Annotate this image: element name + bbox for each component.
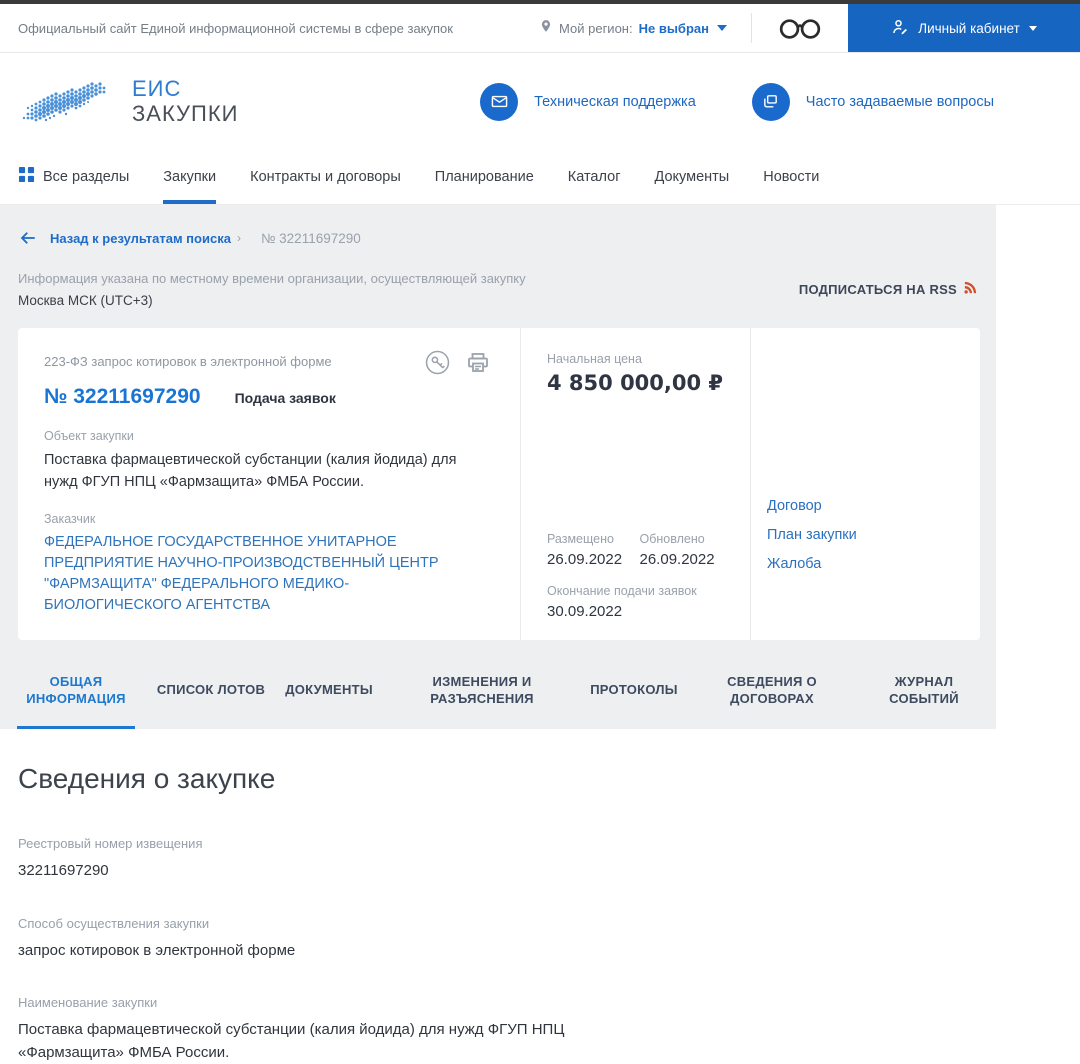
- russia-map-logo-icon: [18, 74, 118, 130]
- detail-label: Наименование закупки: [18, 995, 158, 1011]
- breadcrumb-number: № 32211697290: [260, 230, 361, 246]
- timezone-notice: Информация указана по местному времени организации, осуществляющей закупку: [18, 271, 526, 286]
- nav-item-contracts[interactable]: [250, 150, 401, 204]
- detail-value: запрос котировок в электронной форме: [18, 941, 296, 959]
- eis-logo[interactable]: [18, 74, 238, 130]
- tab-label: ПРОТОКОЛЫ: [590, 682, 678, 698]
- price-label: Начальная цена: [547, 352, 642, 366]
- nav-item-label: Новости: [763, 169, 820, 185]
- nav-item-documents[interactable]: [654, 150, 729, 204]
- object-value: Поставка фармацевтической субстанции (калия йодида) для нужд ФГУП НПЦ «Фармзащита» ФМБА России.: [44, 452, 457, 490]
- account-label: Личный кабинет: [918, 20, 1020, 36]
- nav-item-label: Закупки: [163, 169, 217, 185]
- law-type: 223-ФЗ запрос котировок в электронной форме: [44, 354, 332, 369]
- tech-support-label: Техническая поддержка: [534, 93, 696, 110]
- tab-documents[interactable]: [270, 656, 388, 729]
- tab-general-info[interactable]: [0, 656, 152, 729]
- nav-item-planning[interactable]: [435, 150, 534, 204]
- faq-chat-icon: [752, 83, 790, 121]
- logo-text-eis: ЕИС: [132, 75, 182, 101]
- tab-contract-info[interactable]: [692, 656, 852, 729]
- nav-all-sections-label: Все разделы: [43, 169, 130, 185]
- nav-all-sections[interactable]: [18, 166, 129, 188]
- logo-text-zakupki: ЗАКУПКИ: [132, 100, 239, 126]
- detail-field-name: [18, 995, 1062, 1064]
- main-nav: [0, 150, 1080, 205]
- customer-link[interactable]: ФЕДЕРАЛЬНОЕ ГОСУДАРСТВЕННОЕ УНИТАРНОЕ ПРЕДПРИЯТИЕ НАУЧНО-ПРОИЗВОДСТВЕННЫЙ ЦЕНТР "ФАРМЗАЩИТА" ФЕДЕРАЛЬНОГО МЕДИКО-БИОЛОГИЧЕСКОГО АГЕНТСТВА: [44, 533, 439, 613]
- rss-label: ПОДПИСАТЬСЯ НА RSS: [798, 282, 957, 297]
- faq-label: Часто задаваемые вопросы: [805, 93, 994, 110]
- sections-grid-icon: [18, 166, 35, 188]
- region-label: Мой регион:: [559, 20, 633, 36]
- registry-number-link[interactable]: № 32211697290: [44, 385, 201, 408]
- updated-date: 26.09.2022: [639, 551, 715, 569]
- chevron-down-icon: [717, 25, 727, 31]
- location-pin-icon: [539, 17, 553, 40]
- tab-label: ОБЩАЯ ИНФОРМАЦИЯ: [26, 673, 126, 706]
- updated-label: Обновлено: [639, 532, 705, 547]
- nav-item-label: Документы: [654, 169, 730, 185]
- tab-event-log[interactable]: [852, 656, 996, 729]
- tab-protocols[interactable]: [576, 656, 692, 729]
- region-value[interactable]: Не выбран: [638, 20, 709, 36]
- back-arrow-icon[interactable]: [18, 229, 38, 247]
- nav-item-label: Контракты и договоры: [250, 169, 401, 185]
- rss-icon: [963, 280, 978, 300]
- account-button[interactable]: [848, 4, 1080, 52]
- detail-value: Поставка фармацевтической субстанции (калия йодида) для нужд ФГУП НПЦ «Фармзащита» ФМБА России.: [18, 1021, 565, 1061]
- detail-label: Реестровый номер извещения: [18, 836, 203, 852]
- deadline-label: Окончание подачи заявок: [547, 584, 697, 599]
- complaint-link[interactable]: Жалоба: [767, 556, 822, 572]
- placed-date: 26.09.2022: [547, 551, 623, 569]
- purchase-details-section: [0, 729, 1080, 1064]
- user-icon: [891, 18, 909, 39]
- tab-bar: [0, 656, 996, 729]
- detail-field-registry-number: [18, 836, 1062, 883]
- signature-key-icon[interactable]: [425, 350, 450, 375]
- tech-support-link[interactable]: [480, 83, 696, 121]
- region-selector[interactable]: [539, 17, 751, 40]
- object-label: Объект закупки: [44, 429, 134, 443]
- header: [0, 53, 1080, 150]
- envelope-icon: [480, 83, 518, 121]
- contract-link[interactable]: Договор: [767, 498, 822, 514]
- detail-field-method: [18, 916, 1062, 963]
- tab-label: ИЗМЕНЕНИЯ И РАЗЪЯСНЕНИЯ: [430, 673, 534, 706]
- breadcrumb-separator: ›: [236, 231, 241, 245]
- faq-link[interactable]: [752, 83, 994, 121]
- tab-label: ЖУРНАЛ СОБЫТИЙ: [889, 673, 959, 706]
- nav-item-label: Планирование: [434, 169, 534, 185]
- nav-item-label: Каталог: [567, 169, 621, 185]
- back-to-results-link[interactable]: Назад к результатам поиска: [50, 230, 231, 246]
- customer-label: Заказчик: [44, 511, 96, 526]
- nav-item-news[interactable]: [763, 150, 819, 204]
- tab-changes[interactable]: [388, 656, 576, 729]
- purchase-card: [18, 328, 980, 640]
- nav-item-zakupki[interactable]: [163, 150, 216, 204]
- page-title: Сведения о закупке: [18, 763, 276, 795]
- utility-bar: [0, 4, 1080, 53]
- accessibility-glasses-icon[interactable]: [752, 15, 848, 41]
- tab-label: СПИСОК ЛОТОВ: [156, 682, 266, 698]
- breadcrumb: [18, 229, 996, 247]
- procurement-plan-link[interactable]: План закупки: [767, 527, 857, 543]
- purchase-summary-band: [0, 205, 996, 729]
- active-nav-underline: [163, 200, 216, 204]
- stage-label: Подача заявок: [234, 390, 336, 406]
- tab-label: ДОКУМЕНТЫ: [285, 682, 373, 698]
- site-title: Официальный сайт Единой информационной системы в сфере закупок: [18, 20, 453, 36]
- tab-lot-list[interactable]: [152, 656, 270, 729]
- deadline-date: 30.09.2022: [547, 603, 623, 621]
- nav-item-catalog[interactable]: [568, 150, 621, 204]
- timezone-value: Москва МСК (UTC+3): [18, 293, 153, 308]
- rss-subscribe-link[interactable]: [799, 280, 978, 300]
- tab-label: СВЕДЕНИЯ О ДОГОВОРАХ: [727, 673, 817, 706]
- print-icon[interactable]: [466, 351, 490, 375]
- detail-label: Способ осуществления закупки: [18, 915, 210, 931]
- detail-value: 32211697290: [18, 862, 109, 880]
- chevron-down-icon: [1029, 26, 1037, 31]
- price-value: 4 850 000,00 ₽: [547, 371, 724, 395]
- placed-label: Размещено: [547, 532, 614, 547]
